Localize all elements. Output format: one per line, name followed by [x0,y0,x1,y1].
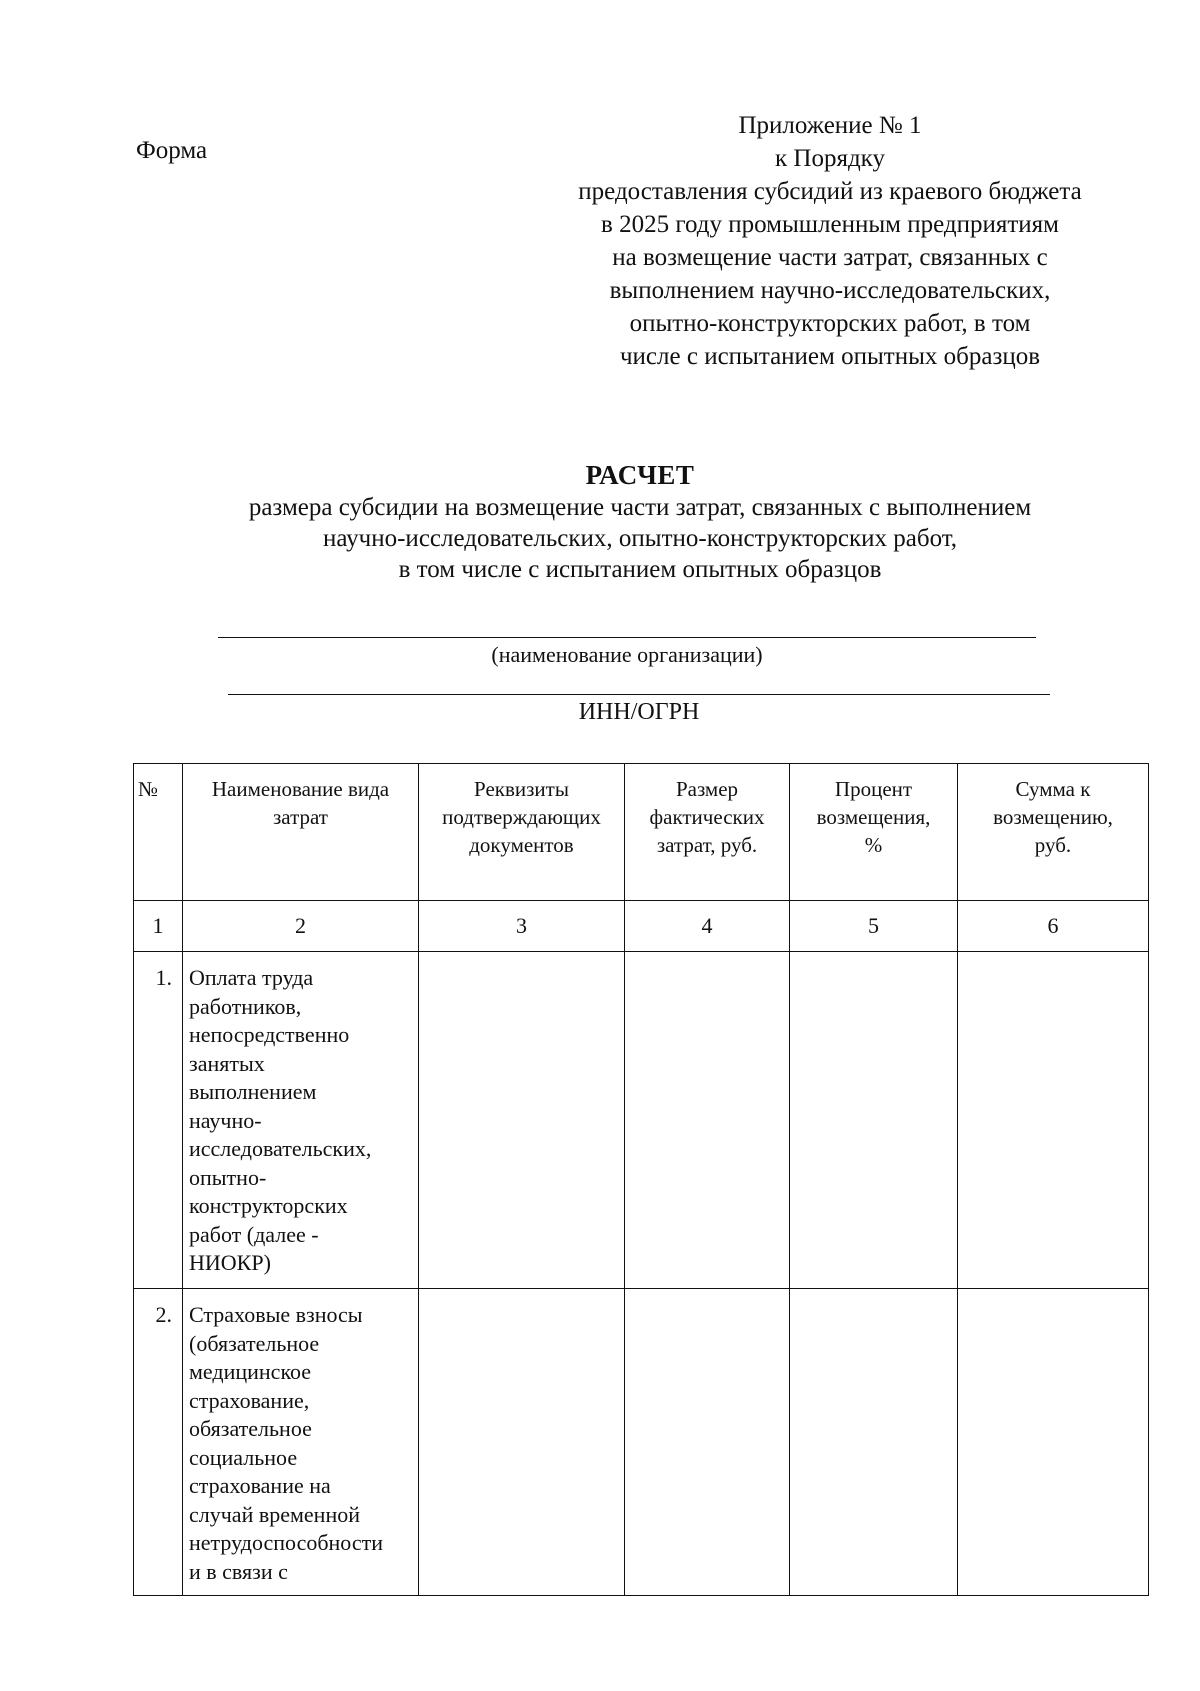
subtitle-line: научно-исследовательских, опытно-конструкторских работ, [322,525,958,552]
cost-type-line: медицинское [189,1359,312,1384]
actual-costs-cell[interactable] [625,952,790,1289]
form-label: Форма [136,137,208,164]
header-text: фактических [649,805,765,829]
appendix-line: на возмещение части затрат, связанных с [612,244,1048,271]
header-text: возмещения, [816,805,931,829]
column-number-cell: 2 [183,901,419,952]
cost-type-line: НИОКР) [189,1250,271,1275]
header-text: руб. [1034,833,1072,857]
appendix-line: в 2025 году промышленным предприятиям [601,211,1059,238]
row-number: 2. [134,1289,183,1596]
header-text: затрат [273,805,328,829]
cost-type-line: опытно- [189,1164,267,1190]
header-text: Размер [675,777,739,801]
cost-type-line: (обязательное [189,1330,320,1356]
header-cell-cost-type [183,764,419,901]
appendix-reference [520,109,1140,373]
cost-type-line: Оплата труда [189,965,314,990]
column-number-cell: 6 [958,901,1149,952]
cost-type-line: работников, [189,993,302,1019]
header-text: Сумма к [1015,777,1091,801]
header-text: % [864,833,883,857]
header-text: возмещению, [993,805,1113,829]
cost-type-line: исследовательских, [189,1136,372,1161]
subtitle-line: в том числе с испытанием опытных образцов [398,556,882,583]
table-row [134,1289,1149,1596]
header-text: документов [469,833,574,857]
appendix-line: числе с испытанием опытных образцов [619,343,1041,370]
header-text: подтверждающих [442,805,601,829]
header-cell-percent [790,764,958,901]
costs-table [133,763,1149,1596]
cost-type-line: Страховые взносы [189,1302,363,1327]
appendix-line: к Порядку [775,145,885,172]
cost-type-line: страхование, [189,1387,310,1413]
amount-cell[interactable] [958,1289,1149,1596]
header-text: Наименование вида [211,777,390,801]
amount-cell[interactable] [958,952,1149,1289]
column-number-cell: 1 [134,901,183,952]
header-cell-documents [419,764,625,901]
documents-cell[interactable] [419,952,625,1289]
organization-name-caption: (наименование организации) [491,642,763,667]
header-text: № [138,777,159,801]
cost-type-line: обязательное [189,1416,312,1441]
document-title: РАСЧЕТ [585,460,695,490]
column-number-cell: 5 [790,901,958,952]
cost-type-cell [183,1289,419,1596]
documents-cell[interactable] [419,1289,625,1596]
header-text: Реквизиты [474,777,569,801]
cost-type-line: случай временной [189,1501,361,1527]
column-number-cell: 4 [625,901,790,952]
cost-type-line: выполнением [189,1079,317,1104]
inn-ogrn-line [228,694,1050,695]
header-text: затрат, руб. [656,833,758,857]
cost-type-line: нетрудоспособности [189,1530,384,1555]
cost-type-line: научно- [189,1107,262,1133]
header-cell-amount [958,764,1149,901]
cost-type-line: занятых [189,1050,265,1076]
cost-type-line: страхование на [189,1473,331,1498]
organization-name-line [218,637,1036,638]
column-number-cell: 3 [419,901,625,952]
appendix-line: опытно-конструкторских работ, в том [629,310,1031,337]
cost-type-line: конструкторских [189,1193,348,1218]
header-text: Процент [834,777,913,801]
row-number: 1. [134,952,183,1289]
percent-cell[interactable] [790,952,958,1289]
document-subtitle [120,492,1160,585]
cost-type-line: социальное [189,1444,298,1470]
document-heading [120,458,1160,585]
cost-type-line: непосредственно [189,1022,350,1047]
table-row [134,952,1149,1289]
actual-costs-cell[interactable] [625,1289,790,1596]
cost-type-cell [183,952,419,1289]
appendix-line: выполнением научно-исследовательских, [609,277,1051,304]
header-cell-actual-costs [625,764,790,901]
inn-ogrn-caption: ИНН/ОГРН [578,699,700,725]
appendix-line: Приложение № 1 [738,112,922,139]
cost-type-line: и в связи с [189,1558,288,1584]
percent-cell[interactable] [790,1289,958,1596]
subtitle-line: размера субсидии на возмещение части затрат, связанных с выполнением [248,494,1032,521]
appendix-line: предоставления субсидий из краевого бюджета [578,178,1082,205]
column-numbers-row [134,901,1149,952]
header-cell-number [134,764,183,901]
table-header-row [134,764,1149,901]
cost-type-line: работ (далее - [189,1221,319,1247]
